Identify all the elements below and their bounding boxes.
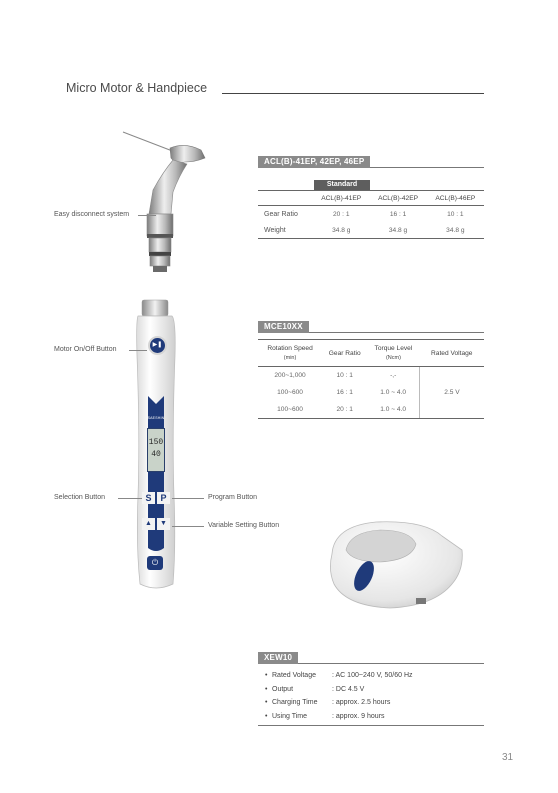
list-item: • Charging Time : approx. 2.5 hours <box>265 699 391 706</box>
acl-section-tag: ACL(B)-41EP, 42EP, 46EP <box>258 156 370 168</box>
page-title: Micro Motor & Handpiece <box>66 81 208 95</box>
xew-spec-list <box>265 669 413 723</box>
rated-voltage-value: 2.5 V <box>420 367 485 419</box>
motor-onoff-label: Motor On/Off Button <box>54 346 117 353</box>
table-row: Weight 34.8 g 34.8 g 34.8 g <box>258 222 484 239</box>
acl-col-42ep: ACL(B)-42EP <box>369 191 426 206</box>
col-rated-voltage: Rated Voltage <box>420 340 485 367</box>
lcd-speed: 150 <box>148 438 164 447</box>
acl-col-41ep: ACL(B)-41EP <box>313 191 369 206</box>
list-item: • Output : DC 4.5 V <box>265 685 365 693</box>
list-item: • Rated Voltage : AC 100~240 V, 50/60 Hz <box>265 672 413 679</box>
standard-tag: Standard <box>314 180 370 190</box>
program-button[interactable]: P <box>157 492 170 504</box>
acl-spec-table <box>258 190 484 239</box>
col-torque-level: Torque Level <box>374 344 413 352</box>
variable-setting-label: Variable Setting Button <box>208 522 280 529</box>
selection-leader <box>118 498 142 499</box>
col-rotation-speed: Rotation Speed <box>267 344 313 352</box>
up-button[interactable] <box>142 518 155 530</box>
variable-leader <box>172 526 204 527</box>
play-pause-icon: ▶❚ <box>152 342 163 348</box>
mce-section-tag: MCE10XX <box>258 321 309 333</box>
triangle-up-icon: ▲ <box>145 520 152 527</box>
list-item: • Using Time : approx. 9 hours <box>265 712 385 720</box>
selection-button[interactable]: S <box>142 492 155 504</box>
brand-label: SAESHIN <box>147 416 165 420</box>
row-label: Gear Ratio <box>264 210 298 218</box>
motor-onoff-leader <box>129 350 147 351</box>
table-row: 200~1,000 10 : 1 -,- 2.5 V <box>258 367 484 385</box>
xew-bottom-rule <box>258 725 484 726</box>
triangle-down-icon: ▼ <box>160 520 167 527</box>
program-leader <box>172 498 204 499</box>
lcd-torque: 40 <box>151 450 161 459</box>
power-button[interactable] <box>147 556 163 570</box>
down-button[interactable] <box>157 518 170 530</box>
easy-disconnect-leader <box>138 215 156 216</box>
contra-angle-handpiece-image <box>115 128 215 278</box>
power-icon: ⏻ <box>151 558 159 567</box>
table-row: Gear Ratio 20 : 1 16 : 1 10 : 1 <box>258 206 484 223</box>
acl-col-46ep: ACL(B)-46EP <box>427 191 484 206</box>
table-row: 100~600 16 : 1 1.0 ~ 4.0 <box>277 389 407 396</box>
title-rule <box>222 93 484 94</box>
micro-motor-device <box>126 296 186 590</box>
selection-button-label: Selection Button <box>54 494 105 501</box>
col-gear-ratio: Gear Ratio <box>322 340 367 367</box>
row-label: Weight <box>258 222 313 239</box>
charger-image <box>324 506 466 610</box>
page-number: 31 <box>502 752 514 763</box>
mce-spec-table: Rotation Speed (min) Gear Ratio Torque Level (Ncm) Rated Voltage 200~1,000 10 : 1 -,- 2.5 V 100~600 16 : 1 1.0 ~ 4.0 100~600 20 : 1 1.0 ~ 4.0 <box>258 339 484 419</box>
xew-section-tag: XEW10 <box>258 652 298 664</box>
motor-onoff-button[interactable] <box>148 336 167 355</box>
lcd-display <box>147 428 165 472</box>
easy-disconnect-label: Easy disconnect system <box>54 211 130 218</box>
table-row: 100~600 20 : 1 1.0 ~ 4.0 <box>258 401 484 419</box>
program-button-label: Program Button <box>208 494 258 501</box>
